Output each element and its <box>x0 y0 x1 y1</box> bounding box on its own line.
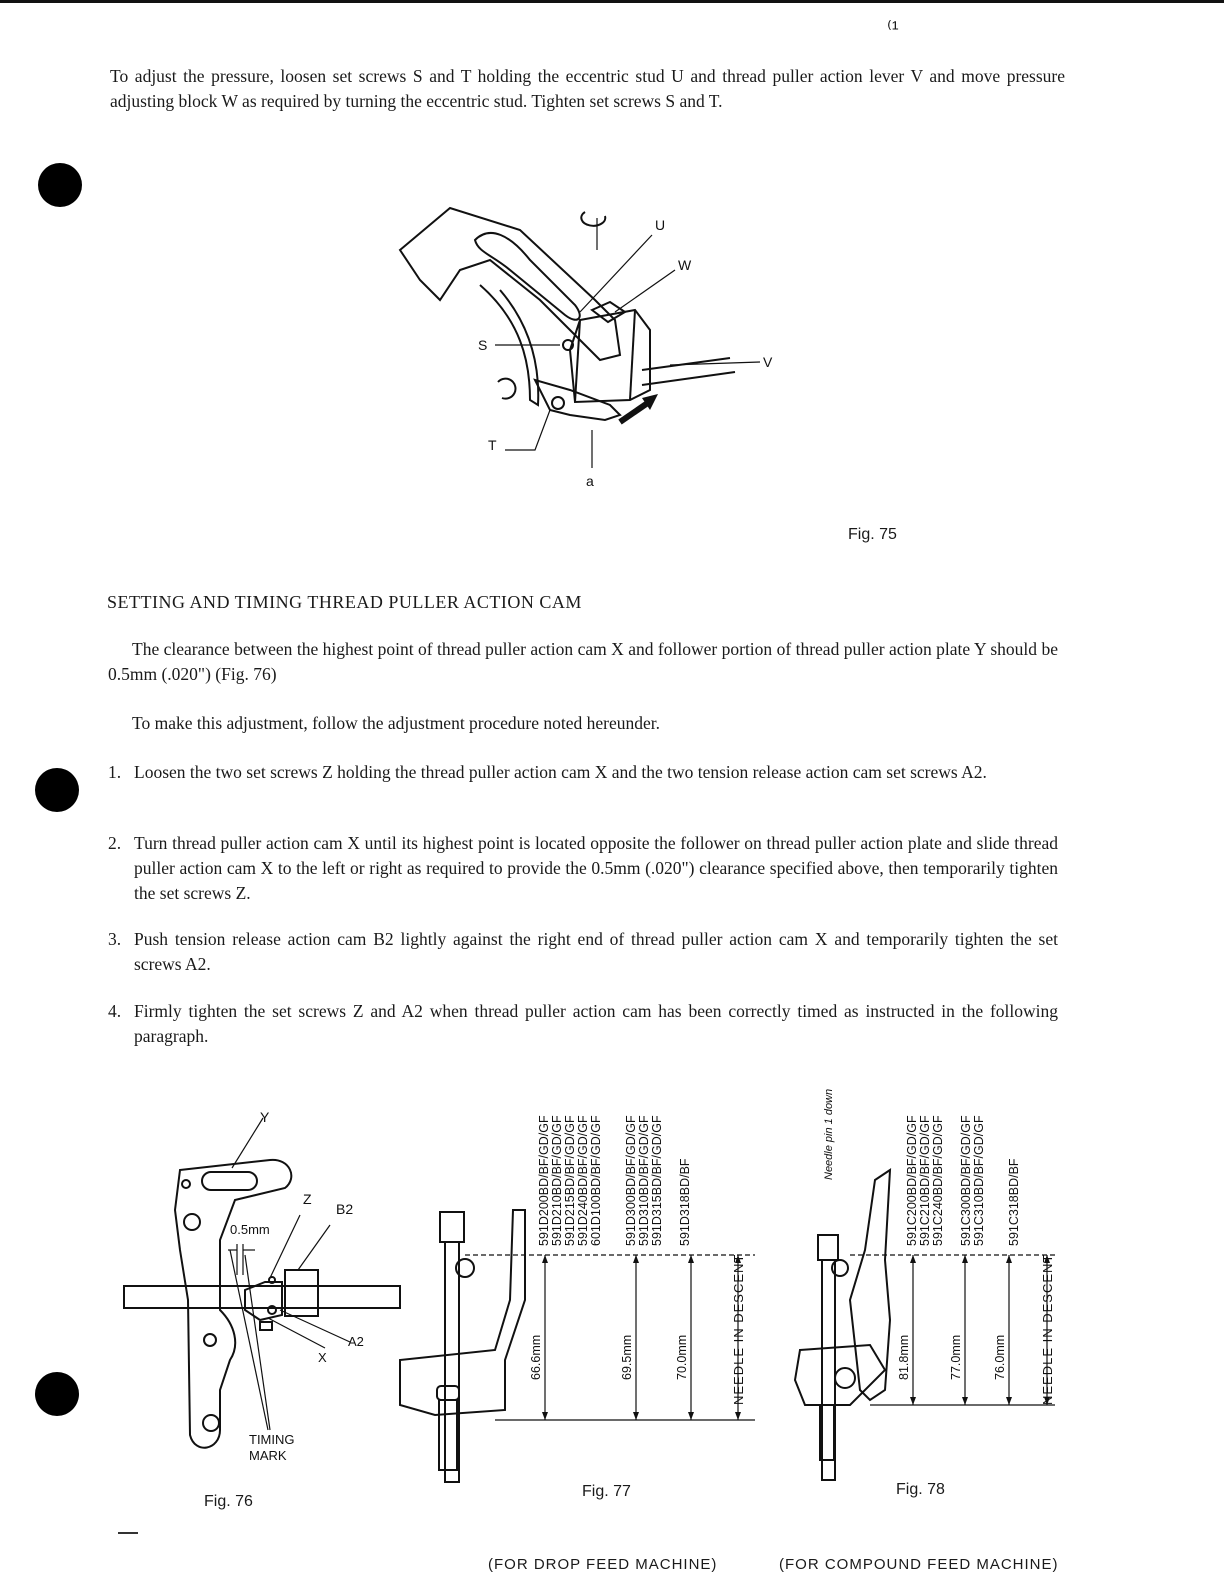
fig77-dim-label: 66.6mm <box>529 1334 543 1380</box>
fig76-illustration <box>120 1100 410 1480</box>
step-text: Firmly tighten the set screws Z and A2 when thread puller action cam has been correctly timed as instructed in the following paragraph. <box>134 1001 1058 1046</box>
rotate-arrow-left <box>498 379 515 399</box>
fig77-dim-label: 70.0mm <box>675 1334 689 1380</box>
fig78-dim-label: 76.0mm <box>993 1334 1007 1380</box>
fig75-label-s: S <box>478 337 488 353</box>
fig78-subcaption: (FOR COMPOUND FEED MACHINE) <box>779 1556 1059 1573</box>
fig77-model: 601D100BD/BF/GD/GF <box>589 1115 603 1246</box>
cam-b2 <box>285 1270 318 1316</box>
section-heading: SETTING AND TIMING THREAD PULLER ACTION CAM <box>107 592 582 612</box>
lever-arm <box>400 208 620 360</box>
fig77-dimension-lines <box>542 1255 741 1420</box>
needle-bar-top <box>440 1212 464 1242</box>
step-number: 1. <box>108 762 122 782</box>
fig77-model: 591D210BD/BF/GD/GF <box>550 1115 564 1246</box>
fig76-label-x: X <box>318 1350 327 1365</box>
binder-hole <box>35 768 79 812</box>
plate-hole-left <box>184 1214 200 1230</box>
step-text: Turn thread puller action cam X until its highest point is located opposite the follower on thread puller action plate and slide thread puller action cam X to the left or right as required to provide the 0.5mm (.020") clearance specified above, then temporarily tighten the set screws Z. <box>134 833 1058 903</box>
fig76-label-z: Z <box>303 1191 312 1207</box>
fig77-axis-label: NEEDLE IN DESCENT <box>731 1253 746 1405</box>
cam-x <box>245 1282 282 1320</box>
handwritten-note: Needle pin 1 down <box>823 1088 835 1180</box>
fig76-label-a2: A2 <box>348 1334 364 1349</box>
presser-arm <box>400 1210 525 1415</box>
fig75-label-t: T <box>488 437 497 453</box>
fig76-label-mark: MARK <box>249 1448 287 1463</box>
dimension-arrowhead <box>542 1412 548 1420</box>
pin-v <box>642 358 735 385</box>
dimension-arrowhead <box>1006 1255 1012 1263</box>
step-number: 4. <box>108 1001 122 1021</box>
block-w <box>570 310 650 402</box>
fig77-model: 591D318BD/BF <box>678 1158 692 1246</box>
step-number: 3. <box>108 929 122 949</box>
rotate-arrow-top <box>581 212 605 226</box>
dimension-arrowhead <box>542 1255 548 1263</box>
top-rule <box>0 0 1224 3</box>
fig75-label-u: U <box>655 217 666 233</box>
fig78-dimension-lines <box>910 1255 1050 1405</box>
fig78-illustration <box>790 1060 1070 1480</box>
fig76-label-b2: B2 <box>336 1201 354 1217</box>
fig78-model: 591C240BD/BF/GD/GF <box>931 1115 945 1246</box>
margin-dash <box>118 1532 138 1534</box>
intro-paragraph: To adjust the pressure, loosen set screws S and T holding the eccentric stud U and thread puller action lever V and move pressure adjusting block W as required by turning the eccentric stud. Tighten set screws S and T. <box>110 66 1065 111</box>
fig75-label-v: V <box>763 354 773 370</box>
screw-t <box>552 397 564 409</box>
section-paragraph-1: The clearance between the highest point of thread puller action cam X and follower portion of thread puller action plate Y should be 0.5mm (.020") (Fig. 76) <box>108 639 1058 684</box>
fig77-model: 591D315BD/BF/GD/GF <box>650 1115 664 1246</box>
fig78-axis-label: NEEDLE IN DESCENT <box>1040 1253 1055 1405</box>
dimension-arrowhead <box>910 1255 916 1263</box>
plate-hole-top <box>182 1180 190 1188</box>
fig78-model: 591C318BD/BF <box>1007 1158 1021 1246</box>
fig77-model: 591D310BD/BF/GD/GF <box>637 1115 651 1246</box>
needle-clamp <box>437 1386 459 1400</box>
fig77-model: 591D240BD/BF/GD/GF <box>576 1115 590 1246</box>
fig76-label-y: Y <box>260 1109 270 1125</box>
fig77-model: 591D215BD/BF/GD/GF <box>563 1115 577 1246</box>
fig78-dim-label: 81.8mm <box>897 1334 911 1380</box>
dimension-arrowhead <box>962 1397 968 1405</box>
dimension-arrowhead <box>1006 1397 1012 1405</box>
step-number: 2. <box>108 833 122 853</box>
presser-bar <box>850 1170 890 1400</box>
fig75-illustration <box>380 190 800 500</box>
section-paragraph-2: To make this adjustment, follow the adjustment procedure noted hereunder. <box>132 713 661 733</box>
fig76-caption: Fig. 76 <box>204 1493 253 1510</box>
fig77-dim-label: 69.5mm <box>620 1334 634 1380</box>
step-text: Loosen the two set screws Z holding the thread puller action cam X and the two tension release action cam set screws A2. <box>134 762 987 782</box>
cam-shaft <box>124 1286 400 1308</box>
lever-slot <box>475 233 580 320</box>
plate-slot <box>202 1172 257 1190</box>
step-text: Push tension release action cam B2 lightly against the right end of thread puller action cam X and temporarily tighten the set screws A2. <box>134 929 1058 974</box>
dimension-arrowhead <box>633 1412 639 1420</box>
fig78-caption: Fig. 78 <box>896 1481 945 1498</box>
dimension-arrowhead <box>735 1412 741 1420</box>
fig78-dim-label: 77.0mm <box>949 1334 963 1380</box>
fig78-model: 591C210BD/BF/GD/GF <box>918 1115 932 1246</box>
fig78-model: 591C200BD/BF/GD/GF <box>905 1115 919 1246</box>
fig77-subcaption: (FOR DROP FEED MACHINE) <box>488 1556 718 1573</box>
dimension-arrowhead <box>633 1255 639 1263</box>
page-mark: ⁽¹ <box>887 18 899 40</box>
fig77-model: 591D300BD/BF/GD/GF <box>624 1115 638 1246</box>
plate-hole-mid <box>204 1334 216 1346</box>
fig76-label-gap: 0.5mm <box>230 1222 270 1237</box>
dimension-arrowhead <box>688 1412 694 1420</box>
fig77-caption: Fig. 77 <box>582 1483 631 1500</box>
dimension-arrowhead <box>910 1397 916 1405</box>
fig75-caption: Fig. 75 <box>848 526 897 543</box>
plate-hole-bottom <box>203 1415 219 1431</box>
feed-foot <box>795 1345 885 1405</box>
action-plate-y <box>175 1160 291 1448</box>
dimension-arrowhead <box>688 1255 694 1263</box>
fig77-model: 591D200BD/BF/GD/GF <box>537 1115 551 1246</box>
needle-bar-top <box>818 1235 838 1260</box>
fig75-label-a: a <box>586 473 594 489</box>
fig77-illustration <box>395 1060 775 1480</box>
binder-hole <box>38 163 82 207</box>
fig75-label-w: W <box>678 257 692 273</box>
dimension-arrowhead <box>962 1255 968 1263</box>
binder-hole <box>35 1372 79 1416</box>
fig78-model: 591C300BD/BF/GD/GF <box>959 1115 973 1246</box>
fig76-label-timing: TIMING <box>249 1432 295 1447</box>
fig78-labels <box>823 1089 1055 1405</box>
fig78-model: 591C310BD/BF/GD/GF <box>972 1115 986 1246</box>
